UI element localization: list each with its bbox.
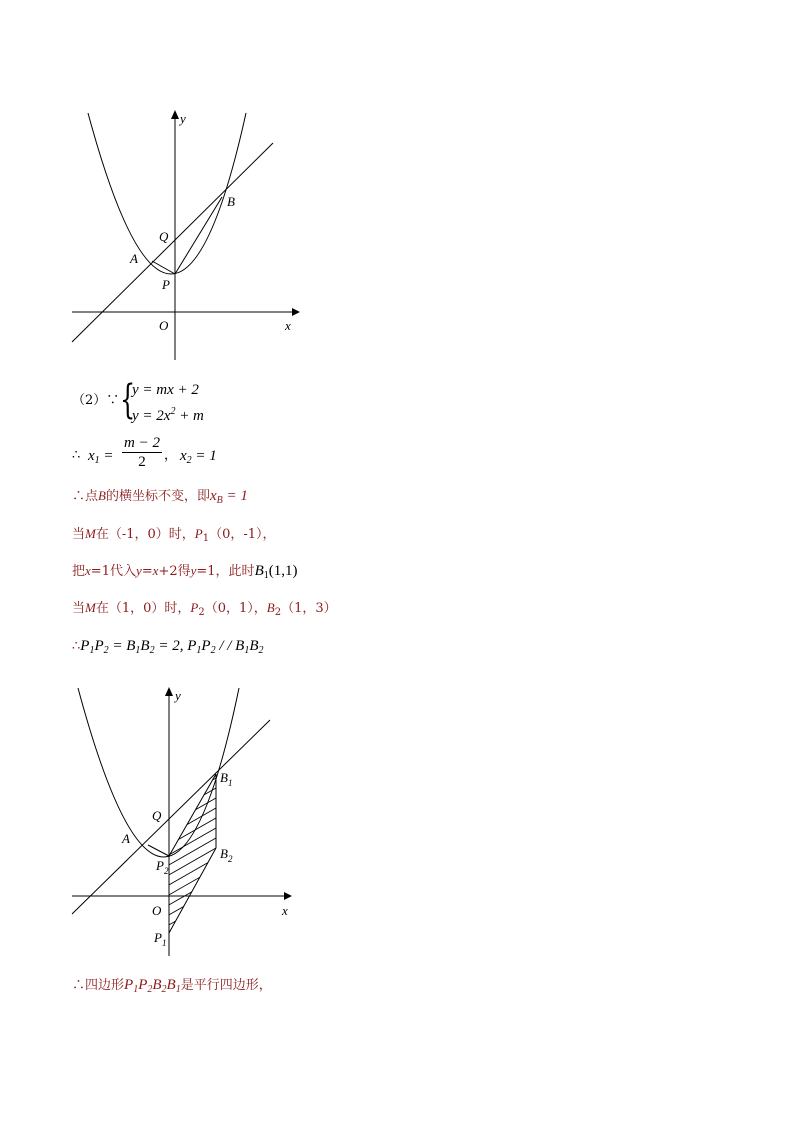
y-axis-arrow [165,687,173,696]
fraction: $\frac{m - 2}{2}$ [124,435,160,470]
line-7: $\therefore P_1P_2 = B_1B_2 = 2$, $P_1P_2$ / / $B_1B_2$ [72,638,264,656]
label-x: x [285,318,291,333]
figure-2 [60,680,310,965]
label-x: x [282,903,288,918]
line-6: 当M在（1，0）时，$P_2(0$，1），$B_2(1$，3） [72,600,337,618]
line-3: ∴点B的横坐标不变，即$x_B = 1$ [72,488,248,506]
brace: { [120,377,136,423]
line-4: 当M在（-1，0）时，$P_1(0$，-1）， [72,526,276,544]
label-a: A [130,251,138,266]
label-q: Q [159,229,169,244]
x-axis-arrow [292,308,300,316]
equation-2: $y = 2x^2 + m$ [132,406,204,424]
label-y: y [175,688,181,703]
line-5: 把x=1代入y=x+2得y=1，此时$B_1(1,1)$ [72,563,298,581]
line-8: ∴四边形$P_1P_2B_2B_1$是平行四边形， [72,977,272,995]
x-axis-arrow [284,892,292,900]
label-q: Q [152,808,162,823]
label-o: O [159,318,169,333]
parabola [78,688,239,857]
y-axis-arrow [171,110,179,119]
label-p1: $P_1$ [154,930,167,948]
label-b1: $B_1$ [220,770,233,788]
equation-1: y = mx + 2 [132,382,199,398]
segment-a-p2 [148,845,169,856]
straight-line [72,720,270,914]
label-p: P [162,277,170,292]
part2-prefix: （2）∵ [72,393,120,408]
segment-p2-b1 [169,774,216,856]
segment-pb [175,197,222,274]
label-b2: $B_2$ [220,846,233,864]
label-b: B [227,194,235,209]
label-a: A [122,831,130,846]
label-y: y [180,111,186,126]
label-o: O [152,903,162,918]
label-p2: $P_2$ [156,858,169,876]
figure-1 [60,105,310,370]
